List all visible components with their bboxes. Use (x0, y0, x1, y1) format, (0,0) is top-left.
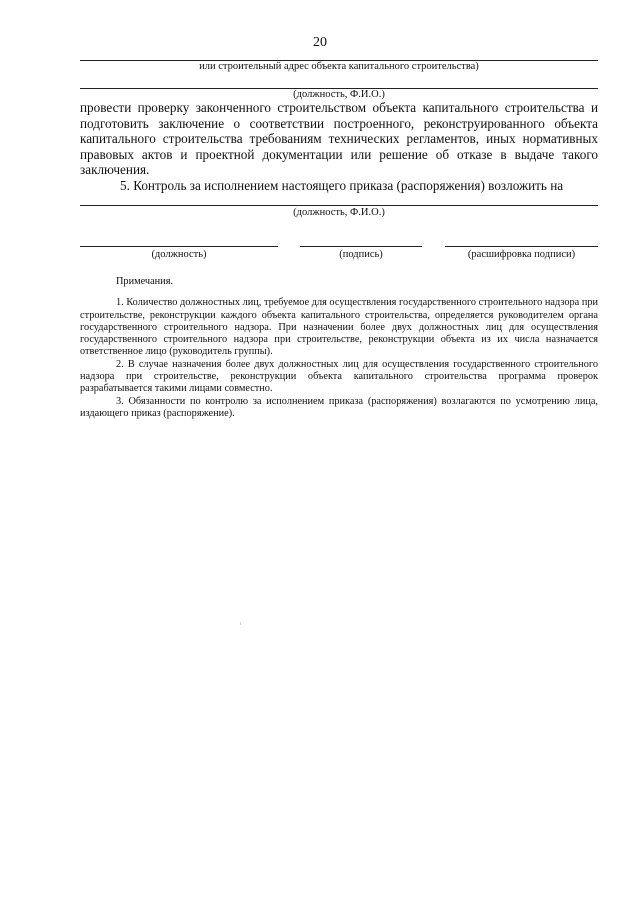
signature-sign-line (300, 246, 422, 247)
main-paragraph: провести проверку законченного строительством объекта капитального строительства и подготовить заключение о соответствии построенного, реконструированного объекта капитального строительства требованиям технических регламентов, иных нормативных правовых актов и проектной документации или решение об отказе в выдаче такого заключения. (80, 100, 598, 178)
page-number: 20 (313, 35, 327, 50)
note-1: 1. Количество должностных лиц, требуемое для осуществления государственного строительного надзора при строительстве, реконструкции каждого объекта капитального строительства, определяется руководителем органа государственного строительного надзора. При назначении более двух должностных лиц для осуществления государственного строительного надзора при строительстве, реконструкции объекта из их числа назначается ответственное лицо (руководитель группы). (80, 297, 598, 358)
position-name-caption-1: (должность, Ф.И.О.) (293, 89, 385, 100)
control-item-5-text: 5. Контроль за исполнением настоящего приказа (распоряжения) возложить на (120, 178, 564, 193)
note-3: 3. Обязанности по контролю за исполнением приказа (распоряжения) возлагаются по усмотрению лица, издающего приказ (распоряжение). (80, 395, 598, 419)
address-caption: или строительный адрес объекта капитального строительства) (199, 61, 479, 72)
signature-position-caption: (должность) (151, 249, 207, 260)
position-name-underline-2 (80, 205, 598, 206)
signature-decoding-caption: (расшифровка подписи) (467, 249, 576, 260)
position-name-caption-2: (должность, Ф.И.О.) (293, 207, 385, 218)
signature-decoding-line (445, 246, 598, 247)
notes-heading: Примечания. (116, 276, 174, 287)
note-2: 2. В случае назначения более двух должностных лиц для осуществления государственного строительного надзора при строительстве, реконструкции объекта капитального строительства программа проверок разрабатывается такими лицами совместно. (80, 358, 598, 395)
signature-position-line (80, 246, 278, 247)
notes-section (80, 276, 598, 420)
scan-mark (240, 622, 241, 625)
signature-sign-caption: (подпись) (339, 249, 383, 260)
control-item-5 (80, 178, 598, 194)
